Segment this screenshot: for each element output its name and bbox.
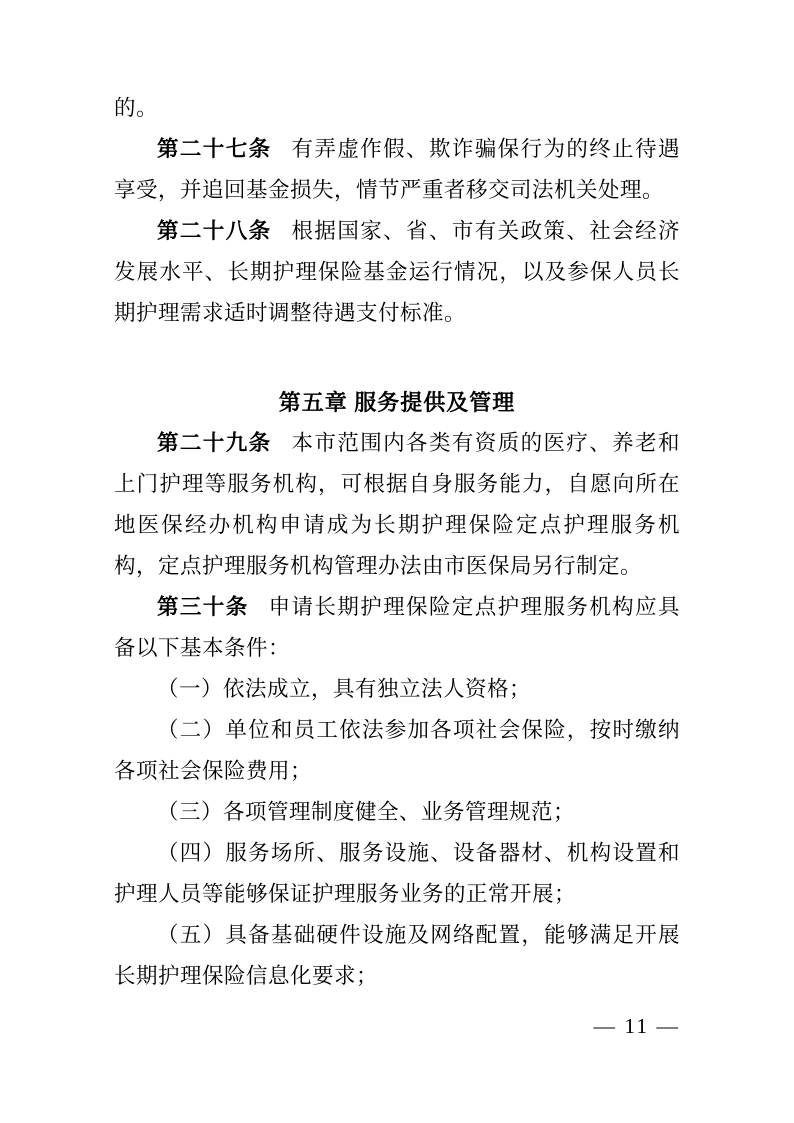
- paragraph-text: （五）具备基础硬件设施及网络配置，能够满足开展长期护理保险信息化要求；: [114, 923, 680, 988]
- paragraph-article-28: [114, 211, 680, 334]
- paragraph-article-30: [114, 587, 680, 669]
- paragraph-text: 有弄虚作假、欺诈骗保行为的终止待遇享受，并追回基金损失，情节严重者移交司法机关处理。: [114, 137, 680, 202]
- paragraph-article-27: [114, 129, 680, 211]
- list-item-2: [114, 710, 680, 792]
- paragraph-continuation: [114, 88, 680, 129]
- document-body: [114, 88, 680, 997]
- article-number: 第三十条: [157, 595, 249, 619]
- page-number: — 11 —: [593, 1014, 680, 1038]
- paragraph-text: （二）单位和员工依法参加各项社会保险，按时缴纳各项社会保险费用；: [114, 718, 680, 783]
- paragraph-text: 根据国家、省、市有关政策、社会经济发展水平、长期护理保险基金运行情况，以及参保人员长期护理需求适时调整待遇支付标准。: [114, 219, 680, 325]
- list-item-3: [114, 792, 680, 833]
- list-item-5: [114, 915, 680, 997]
- paragraph-article-29: [114, 423, 680, 587]
- list-item-4: [114, 833, 680, 915]
- article-number: 第二十八条: [157, 219, 272, 243]
- paragraph-text: （三）各项管理制度健全、业务管理规范；: [157, 800, 576, 824]
- paragraph-text: （一）依法成立，具有独立法人资格；: [157, 677, 532, 701]
- chapter-heading: 第五章 服务提供及管理: [278, 390, 516, 415]
- list-item-1: [114, 669, 680, 710]
- paragraph-text: 申请长期护理保险定点护理服务机构应具备以下基本条件：: [114, 595, 680, 660]
- article-number: 第二十七条: [157, 137, 272, 161]
- paragraph-text: （四）服务场所、服务设施、设备器材、机构设置和护理人员等能够保证护理服务业务的正常开展；: [114, 841, 680, 906]
- article-number: 第二十九条: [157, 431, 272, 455]
- paragraph-text: 的。: [114, 96, 159, 120]
- paragraph-text: 本市范围内各类有资质的医疗、养老和上门护理等服务机构，可根据自身服务能力，自愿向所在地医保经办机构申请成为长期护理保险定点护理服务机构，定点护理服务机构管理办法由市医保局另行制定。: [114, 431, 680, 578]
